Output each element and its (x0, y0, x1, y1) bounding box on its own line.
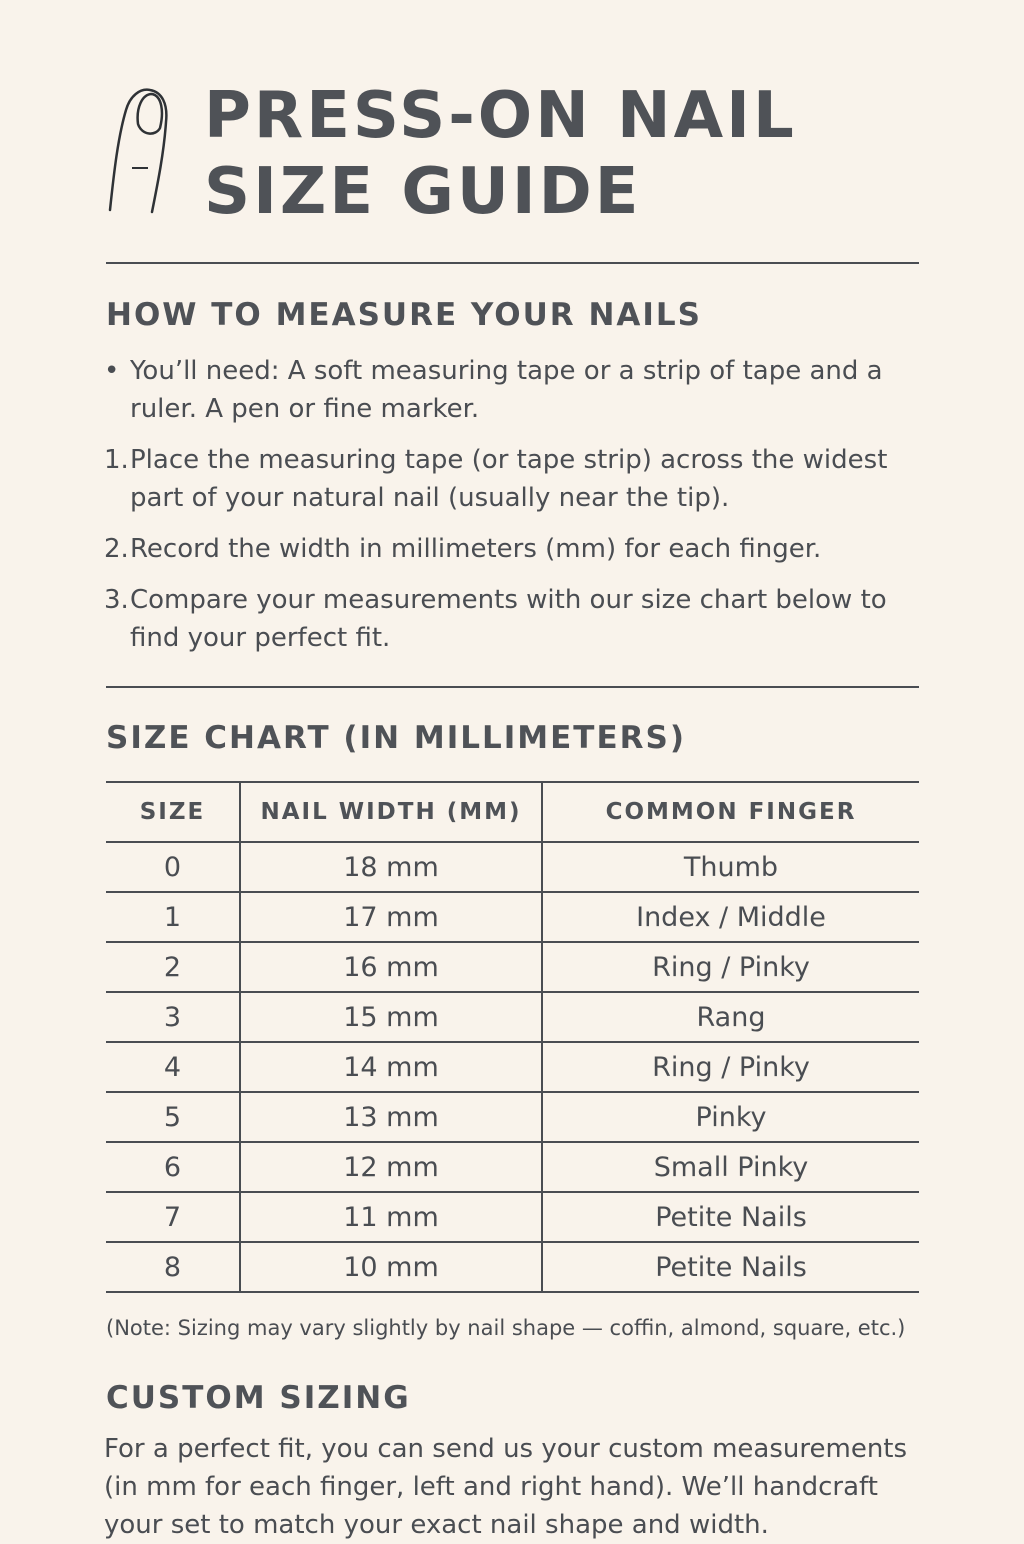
width-cell: 14 mm (240, 1042, 542, 1092)
step-marker: 2. (104, 534, 129, 564)
table-row (106, 1042, 919, 1092)
finger-cell: Ring / Pinky (542, 942, 919, 992)
table-row (106, 942, 919, 992)
width-cell: 10 mm (240, 1242, 542, 1292)
column-header-finger: COMMON FINGER (542, 782, 919, 842)
table-row (106, 842, 919, 892)
finger-cell: Pinky (542, 1092, 919, 1142)
step-marker: • (104, 356, 120, 386)
measure-heading: HOW TO MEASURE YOUR NAILS (106, 297, 703, 333)
title-line-2: SIZE GUIDE (204, 155, 642, 229)
finger-cell: Index / Middle (542, 892, 919, 942)
step-item (104, 441, 934, 517)
table-row (106, 992, 919, 1042)
finger-nail-icon (104, 82, 174, 218)
finger-cell: Small Pinky (542, 1142, 919, 1192)
width-cell: 15 mm (240, 992, 542, 1042)
step-text: You’ll need: A soft measuring tape or a strip of tape and a ruler. A pen or fine marker. (130, 356, 883, 424)
step-item (104, 581, 934, 657)
finger-cell: Petite Nails (542, 1242, 919, 1292)
finger-cell: Petite Nails (542, 1192, 919, 1242)
step-text: Record the width in millimeters (mm) for each finger. (130, 534, 822, 564)
step-marker: 1. (104, 445, 129, 475)
size-cell: 6 (106, 1142, 240, 1192)
step-text: Place the measuring tape (or tape strip) across the widest part of your natural nail (usually near the tip). (130, 445, 888, 513)
width-cell: 16 mm (240, 942, 542, 992)
table-row (106, 1242, 919, 1292)
table-row (106, 1142, 919, 1192)
width-cell: 11 mm (240, 1192, 542, 1242)
size-cell: 2 (106, 942, 240, 992)
finger-cell: Ring / Pinky (542, 1042, 919, 1092)
size-cell: 0 (106, 842, 240, 892)
page-title (204, 78, 797, 230)
finger-cell: Thumb (542, 842, 919, 892)
sizing-note: (Note: Sizing may vary slightly by nail shape — coffin, almond, square, etc.) (106, 1316, 906, 1340)
width-cell: 18 mm (240, 842, 542, 892)
divider (106, 686, 919, 688)
size-chart-heading: SIZE CHART (IN MILLIMETERS) (106, 720, 686, 756)
size-cell: 4 (106, 1042, 240, 1092)
custom-sizing-heading: CUSTOM SIZING (106, 1380, 411, 1416)
size-cell: 7 (106, 1192, 240, 1242)
size-cell: 5 (106, 1092, 240, 1142)
size-cell: 1 (106, 892, 240, 942)
size-cell: 3 (106, 992, 240, 1042)
table-row (106, 1092, 919, 1142)
table-header-row (106, 782, 919, 842)
measure-steps (104, 352, 934, 670)
step-item (104, 530, 934, 568)
table-row (106, 1192, 919, 1242)
divider (106, 262, 919, 264)
step-item (104, 352, 934, 428)
table-row (106, 892, 919, 942)
column-header-width: NAIL WIDTH (MM) (240, 782, 542, 842)
step-text: Compare your measurements with our size chart below to find your perfect fit. (130, 585, 887, 653)
finger-cell: Rang (542, 992, 919, 1042)
size-chart-table (106, 781, 919, 1293)
size-chart-table-wrap (106, 781, 919, 1293)
width-cell: 13 mm (240, 1092, 542, 1142)
width-cell: 17 mm (240, 892, 542, 942)
width-cell: 12 mm (240, 1142, 542, 1192)
size-cell: 8 (106, 1242, 240, 1292)
step-marker: 3. (104, 585, 129, 615)
custom-sizing-text: For a perfect fit, you can send us your custom measurements (in mm for each finger, left and right hand). We’ll handcraft your set to match your exact nail shape and width. (104, 1434, 908, 1540)
column-header-size: SIZE (106, 782, 240, 842)
title-line-1: PRESS-ON NAIL (204, 79, 797, 153)
